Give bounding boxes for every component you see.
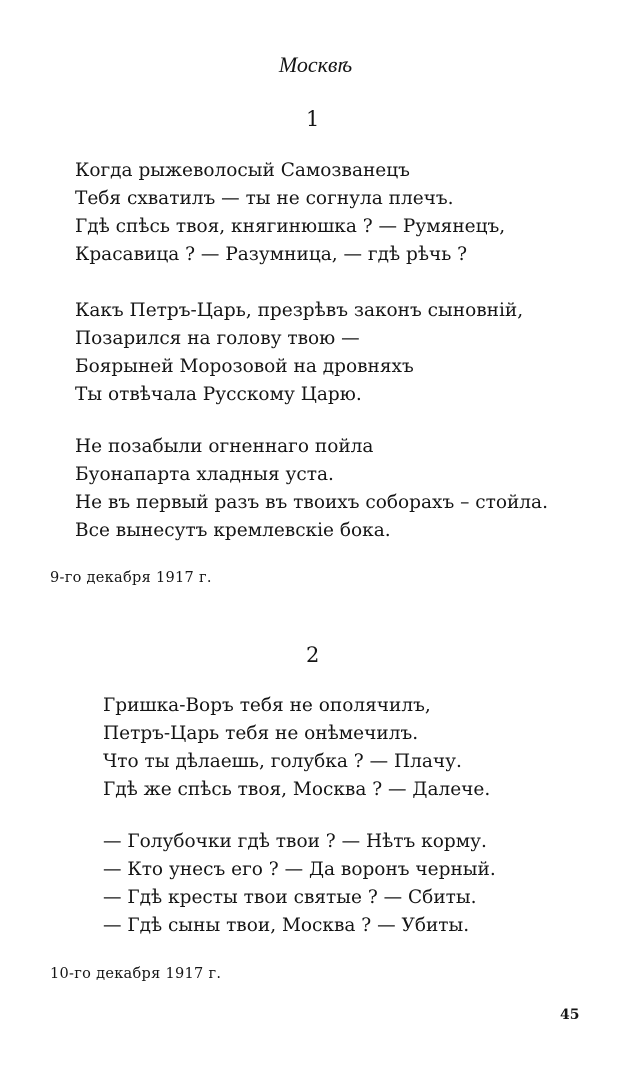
verse-line: Не въ первый разъ въ твоихъ соборахъ – стойла. — [75, 492, 548, 513]
verse-line: Когда рыжеволосый Самозванецъ — [75, 160, 410, 181]
verse-line: — Гдѣ сыны твои, Москва ? — Убиты. — [103, 915, 470, 936]
section-number-2: 2 — [306, 643, 320, 667]
verse-line: — Гдѣ кресты твои святые ? — Сбиты. — [103, 887, 477, 908]
stanza-2-1 — [103, 692, 490, 804]
verse-line: Что ты дѣлаешь, голубка ? — Плачу. — [103, 751, 462, 772]
poem-title: Москвѣ — [278, 52, 353, 77]
verse-line: Красавица ? — Разумница, — гдѣ рѣчь ? — [75, 244, 468, 265]
verse-line: Гдѣ спѣсь твоя, княгинюшка ? — Румянецъ, — [75, 216, 506, 237]
page-number: 45 — [560, 1007, 580, 1023]
stanza-1-3 — [75, 433, 548, 545]
verse-line: Все вынесутъ кремлевскіе бока. — [75, 520, 391, 541]
verse-line: Не позабыли огненнаго пойла — [75, 436, 374, 457]
verse-line: Ты отвѣчала Русскому Царю. — [75, 384, 362, 405]
verse-line: Буонапарта хладныя уста. — [75, 464, 334, 485]
verse-line: Тебя схватилъ — ты не согнула плечъ. — [75, 188, 454, 209]
section-number-1: 1 — [306, 107, 320, 131]
stanza-1-2 — [75, 297, 523, 409]
verse-line: Гришка-Воръ тебя не ополячилъ, — [103, 695, 431, 716]
date-line-1: 9-го декабря 1917 г. — [50, 570, 212, 586]
verse-line: — Кто унесъ его ? — Да воронъ черный. — [103, 859, 496, 880]
verse-line: — Голубочки гдѣ твои ? — Нѣтъ корму. — [103, 831, 487, 852]
stanza-2-2 — [103, 828, 496, 940]
date-line-2: 10-го декабря 1917 г. — [50, 966, 222, 982]
stanza-1-1 — [75, 157, 505, 269]
verse-line: Боярыней Морозовой на дровняхъ — [75, 356, 414, 377]
verse-line: Какъ Петръ-Царь, презрѣвъ законъ сыновній, — [75, 300, 524, 321]
verse-line: Петръ-Царь тебя не онѣмечилъ. — [103, 723, 419, 744]
verse-line: Позарился на голову твою — — [75, 328, 360, 349]
verse-line: Гдѣ же спѣсь твоя, Москва ? — Далече. — [103, 779, 491, 800]
